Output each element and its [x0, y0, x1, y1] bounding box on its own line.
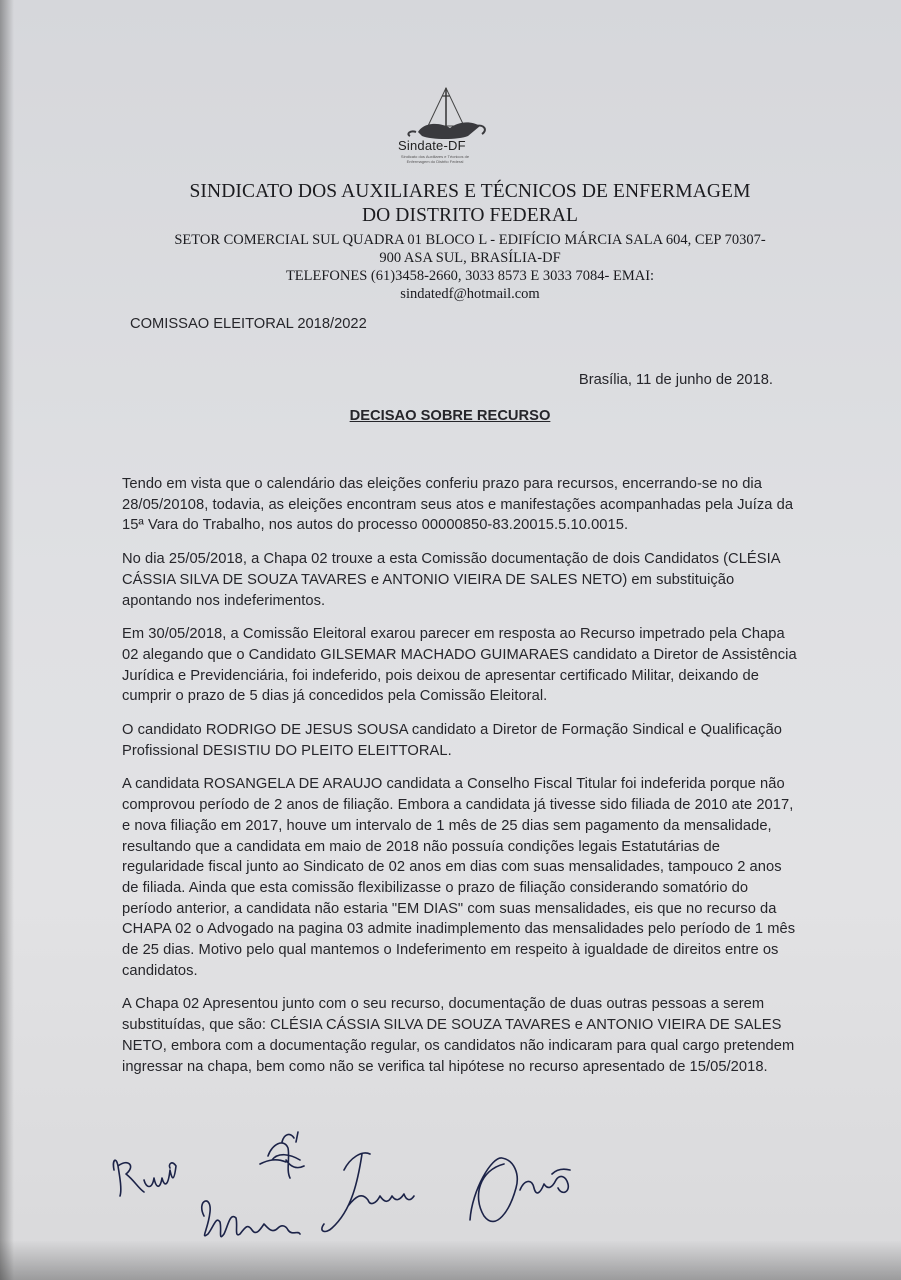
- document-title: DECISAO SOBRE RECURSO: [349, 408, 551, 424]
- commission-label: COMISSAO ELEITORAL 2018/2022: [130, 316, 367, 332]
- paragraph: No dia 25/05/2018, a Chapa 02 trouxe a esta Comissão documentação de dois Candidatos (CLÉSIA CÁSSIA SILVA DE SOUZA TAVARES e ANTONIO VIEIRA DE SALES NETO) em substituição apontando nos indeferimentos.: [122, 551, 780, 609]
- org-name-line2: DO DISTRITO FEDERAL: [361, 205, 579, 226]
- letterhead: [120, 180, 820, 303]
- logo-wordmark: Sindate-DF: [398, 138, 466, 153]
- address-line1: SETOR COMERCIAL SUL QUADRA 01 BLOCO L - EDIFÍCIO MÁRCIA SALA 604, CEP 70307-: [174, 232, 766, 248]
- signature-3: [202, 1201, 300, 1237]
- paragraph: Tendo em vista que o calendário das eleições conferiu prazo para recursos, encerrando-se no dia 28/05/20108, todavia, as eleições encontram seus atos e manifestações acompanhadas pela Juíza da 15ª Vara do Trabalho, nos autos do processo 00000850-83.20015.5.10.0015.: [122, 476, 794, 534]
- signatures: [100, 1130, 600, 1260]
- org-name-line1: SINDICATO DOS AUXILIARES E TÉCNICOS DE ENFERMAGEM: [189, 181, 751, 202]
- logo-tagline: Sindicato dos Auxiliares e Técnicos de Enfermagem do Distrito Federal: [400, 154, 470, 164]
- paragraph: A candidata ROSANGELA DE ARAUJO candidata a Conselho Fiscal Titular foi indeferida porque não comprovou período de 2 anos de filiação. Embora a candidata já tivesse sido filiada de 2010 ate 2017, e nova filiação em 2017, houve um intervalo de 1 mês de 25 dias sem pagamento da mensalidade, resultando que a candidata em maio de 2018 não possuía condições legais Estatutárias de regularidade fiscal junto ao Sindicato de 02 anos em dias com suas mensalidades, tampouco 2 anos de filiada. Ainda que esta comissão flexibilizasse o prazo de filiação considerando somatório do período anterior, a candidata não estaria "EM DIAS" com suas mensalidades, eis que no recurso da CHAPA 02 o Advogado na pagina 03 admite inadimplemento das mensalidades pelo período de 1 mês de 25 dias. Motivo pelo qual mantemos o Indeferimento em respeito à igualdade de direitos entre os candidatos.: [122, 776, 796, 979]
- paragraph: A Chapa 02 Apresentou junto com o seu recurso, documentação de duas outras pessoas a serem substituídas, que são: CLÉSIA CÁSSIA SILVA DE SOUZA TAVARES e ANTONIO VIEIRA DE SALES NETO, embora com a documentação regular, os candidatos não indicaram para qual cargo pretendem ingressar na chapa, bem como não se verifica tal hipótese no recurso apresentado de 15/05/2018.: [122, 996, 795, 1075]
- signature-4: [322, 1153, 414, 1232]
- paragraph: O candidato RODRIGO DE JESUS SOUSA candidato a Diretor de Formação Sindical e Qualificação Profissional DESISTIU DO PLEITO ELEITTORAL.: [122, 722, 783, 759]
- signature-1: [113, 1160, 176, 1196]
- signature-5: [470, 1158, 570, 1222]
- signature-2: [260, 1132, 304, 1178]
- page-edge-shadow: [0, 0, 14, 1280]
- document-body: [122, 474, 802, 1090]
- paragraph: Em 30/05/2018, a Comissão Eleitoral exarou parecer em resposta ao Recurso impetrado pela Chapa 02 alegando que o Candidato GILSEMAR MACHADO GUIMARAES candidato a Diretor de Assistência Jurídica e Previdenciária, foi indeferido, pois deixou de apresentar certificado Militar, deixando de cumprir o prazo de 5 dias já concedidos pela Comissão Eleitoral.: [122, 626, 797, 705]
- document-date: Brasília, 11 de junho de 2018.: [578, 372, 773, 388]
- email-line: sindatedf@hotmail.com: [400, 286, 540, 302]
- address-line2: 900 ASA SUL, BRASÍLIA-DF: [379, 250, 561, 266]
- phones-line: TELEFONES (61)3458-2660, 3033 8573 E 3033 7084- EMAI:: [285, 268, 655, 284]
